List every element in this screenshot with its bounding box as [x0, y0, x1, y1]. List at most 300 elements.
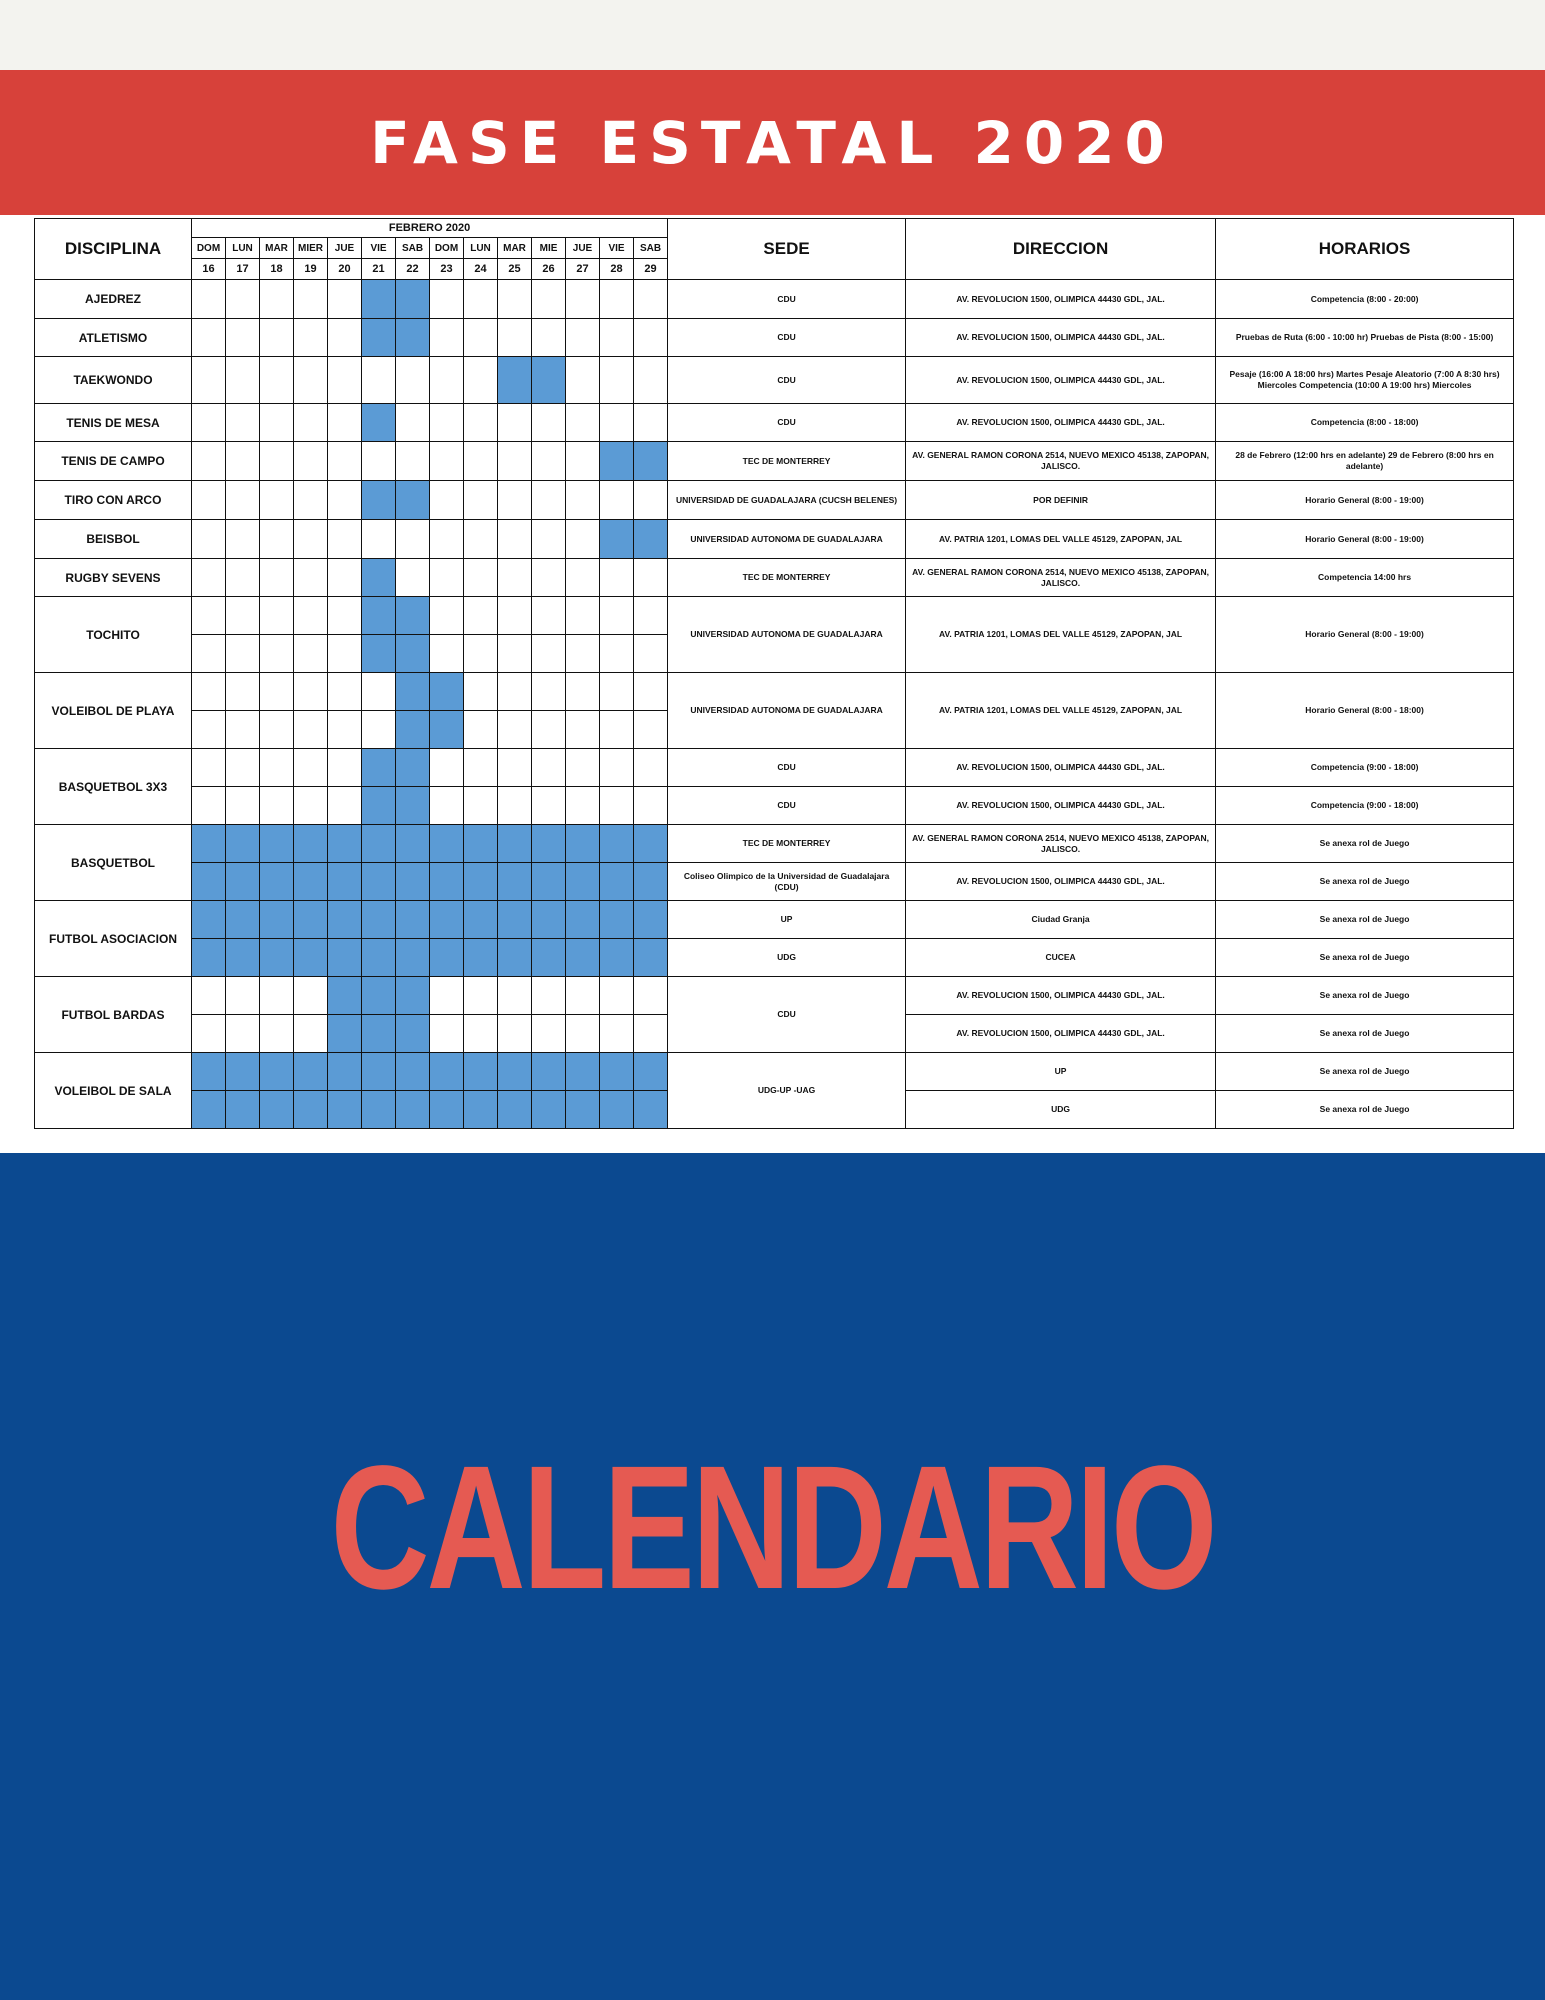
day-cell: [226, 635, 260, 673]
day-cell: [328, 787, 362, 825]
day-cell: [328, 977, 362, 1015]
day-number-header: 28: [600, 259, 634, 280]
day-cell: [294, 1015, 328, 1053]
day-cell: [498, 357, 532, 404]
day-cell: [294, 442, 328, 481]
day-cell: [396, 481, 430, 520]
day-cell: [532, 825, 566, 863]
column-header-horarios: HORARIOS: [1216, 219, 1514, 280]
day-cell: [600, 939, 634, 977]
venue-cell: UDG-UP -UAG: [668, 1053, 906, 1129]
day-cell: [226, 787, 260, 825]
day-cell: [328, 597, 362, 635]
address-cell: UP: [906, 1053, 1216, 1091]
address-cell: AV. GENERAL RAMON CORONA 2514, NUEVO MEXICO 45138, ZAPOPAN, JALISCO.: [906, 825, 1216, 863]
day-cell: [532, 319, 566, 357]
day-cell: [464, 977, 498, 1015]
day-cell: [294, 787, 328, 825]
weekday-header: DOM: [192, 238, 226, 259]
day-cell: [566, 901, 600, 939]
day-cell: [464, 481, 498, 520]
weekday-header: VIE: [600, 238, 634, 259]
day-cell: [532, 442, 566, 481]
day-cell: [498, 711, 532, 749]
day-cell: [294, 1091, 328, 1129]
day-cell: [464, 711, 498, 749]
day-cell: [226, 901, 260, 939]
day-cell: [532, 357, 566, 404]
day-cell: [294, 635, 328, 673]
day-cell: [294, 597, 328, 635]
day-cell: [634, 977, 668, 1015]
schedule-cell: Pruebas de Ruta (6:00 - 10:00 hr) Pruebas de Pista (8:00 - 15:00): [1216, 319, 1514, 357]
day-cell: [430, 977, 464, 1015]
day-cell: [600, 863, 634, 901]
day-cell: [532, 977, 566, 1015]
discipline-name: FUTBOL ASOCIACION: [35, 901, 192, 977]
day-cell: [260, 1015, 294, 1053]
weekday-header: MAR: [498, 238, 532, 259]
day-number-header: 27: [566, 259, 600, 280]
discipline-name: BEISBOL: [35, 520, 192, 559]
table-row: [35, 481, 1514, 520]
day-cell: [566, 863, 600, 901]
address-cell: AV. REVOLUCION 1500, OLIMPICA 44430 GDL, JAL.: [906, 863, 1216, 901]
day-cell: [362, 520, 396, 559]
day-cell: [600, 787, 634, 825]
day-cell: [396, 825, 430, 863]
schedule-sheet: [0, 215, 1545, 1153]
day-cell: [192, 939, 226, 977]
table-row: [35, 939, 1514, 977]
day-cell: [328, 357, 362, 404]
day-cell: [396, 559, 430, 597]
discipline-name: VOLEIBOL DE SALA: [35, 1053, 192, 1129]
header-banner: [0, 70, 1545, 215]
day-cell: [260, 520, 294, 559]
day-cell: [532, 1015, 566, 1053]
day-cell: [566, 442, 600, 481]
page-title: FASE ESTATAL 2020: [370, 108, 1175, 177]
day-cell: [430, 442, 464, 481]
day-cell: [226, 1015, 260, 1053]
day-cell: [192, 597, 226, 635]
day-cell: [464, 863, 498, 901]
day-cell: [634, 1091, 668, 1129]
day-cell: [498, 749, 532, 787]
day-cell: [430, 1091, 464, 1129]
day-cell: [260, 787, 294, 825]
day-cell: [464, 1015, 498, 1053]
weekday-header: MIER: [294, 238, 328, 259]
venue-cell: TEC DE MONTERREY: [668, 442, 906, 481]
day-cell: [430, 939, 464, 977]
day-cell: [600, 481, 634, 520]
day-cell: [600, 404, 634, 442]
day-cell: [396, 1091, 430, 1129]
day-cell: [498, 481, 532, 520]
address-cell: AV. PATRIA 1201, LOMAS DEL VALLE 45129, ZAPOPAN, JAL: [906, 597, 1216, 673]
address-cell: AV. GENERAL RAMON CORONA 2514, NUEVO MEXICO 45138, ZAPOPAN, JALISCO.: [906, 559, 1216, 597]
day-cell: [600, 825, 634, 863]
day-cell: [260, 481, 294, 520]
day-cell: [396, 319, 430, 357]
day-cell: [192, 977, 226, 1015]
day-cell: [328, 1015, 362, 1053]
day-cell: [532, 787, 566, 825]
weekday-header: MAR: [260, 238, 294, 259]
day-cell: [362, 481, 396, 520]
day-cell: [566, 749, 600, 787]
day-cell: [260, 357, 294, 404]
schedule-cell: Se anexa rol de Juego: [1216, 1053, 1514, 1091]
day-cell: [464, 1091, 498, 1129]
day-cell: [328, 442, 362, 481]
day-cell: [362, 787, 396, 825]
discipline-name: ATLETISMO: [35, 319, 192, 357]
day-cell: [430, 711, 464, 749]
day-cell: [362, 404, 396, 442]
day-cell: [430, 1053, 464, 1091]
day-cell: [600, 357, 634, 404]
day-cell: [328, 520, 362, 559]
day-cell: [362, 673, 396, 711]
day-cell: [566, 939, 600, 977]
schedule-cell: Se anexa rol de Juego: [1216, 825, 1514, 863]
day-cell: [328, 749, 362, 787]
day-cell: [396, 977, 430, 1015]
column-header-month: FEBRERO 2020: [192, 219, 668, 238]
day-cell: [328, 481, 362, 520]
day-cell: [498, 635, 532, 673]
day-cell: [192, 711, 226, 749]
venue-cell: UP: [668, 901, 906, 939]
schedule-cell: Se anexa rol de Juego: [1216, 1091, 1514, 1129]
day-cell: [294, 673, 328, 711]
day-cell: [396, 357, 430, 404]
schedule-cell: Horario General (8:00 - 19:00): [1216, 597, 1514, 673]
day-cell: [600, 319, 634, 357]
day-number-header: 22: [396, 259, 430, 280]
day-cell: [600, 977, 634, 1015]
day-cell: [260, 635, 294, 673]
venue-cell: UNIVERSIDAD AUTONOMA DE GUADALAJARA: [668, 520, 906, 559]
day-cell: [260, 863, 294, 901]
day-cell: [532, 481, 566, 520]
day-cell: [362, 319, 396, 357]
column-header-disciplina: DISCIPLINA: [35, 219, 192, 280]
venue-cell: CDU: [668, 280, 906, 319]
day-cell: [600, 749, 634, 787]
day-cell: [498, 1091, 532, 1129]
table-row: [35, 825, 1514, 863]
day-cell: [362, 1015, 396, 1053]
day-cell: [464, 280, 498, 319]
day-cell: [396, 749, 430, 787]
discipline-name: FUTBOL BARDAS: [35, 977, 192, 1053]
day-cell: [396, 901, 430, 939]
day-cell: [260, 749, 294, 787]
day-number-header: 29: [634, 259, 668, 280]
column-header-direccion: DIRECCION: [906, 219, 1216, 280]
day-cell: [634, 711, 668, 749]
day-cell: [396, 442, 430, 481]
day-cell: [634, 559, 668, 597]
day-cell: [464, 357, 498, 404]
day-cell: [532, 863, 566, 901]
day-cell: [294, 711, 328, 749]
day-cell: [464, 559, 498, 597]
weekday-header: MIE: [532, 238, 566, 259]
discipline-name: TENIS DE CAMPO: [35, 442, 192, 481]
day-cell: [260, 280, 294, 319]
day-cell: [498, 559, 532, 597]
schedule-cell: 28 de Febrero (12:00 hrs en adelante) 29 de Febrero (8:00 hrs en adelante): [1216, 442, 1514, 481]
day-cell: [498, 319, 532, 357]
schedule-cell: Se anexa rol de Juego: [1216, 863, 1514, 901]
schedule-cell: Se anexa rol de Juego: [1216, 1015, 1514, 1053]
day-cell: [566, 1015, 600, 1053]
day-cell: [294, 481, 328, 520]
address-cell: AV. REVOLUCION 1500, OLIMPICA 44430 GDL, JAL.: [906, 319, 1216, 357]
day-cell: [430, 863, 464, 901]
day-cell: [430, 597, 464, 635]
address-cell: POR DEFINIR: [906, 481, 1216, 520]
day-cell: [464, 939, 498, 977]
day-cell: [634, 442, 668, 481]
day-cell: [600, 1091, 634, 1129]
day-cell: [192, 863, 226, 901]
weekday-header: SAB: [396, 238, 430, 259]
day-cell: [226, 711, 260, 749]
day-cell: [566, 1091, 600, 1129]
day-cell: [634, 673, 668, 711]
day-cell: [226, 319, 260, 357]
schedule-cell: Horario General (8:00 - 18:00): [1216, 673, 1514, 749]
day-cell: [430, 520, 464, 559]
day-cell: [294, 749, 328, 787]
day-cell: [226, 673, 260, 711]
day-cell: [192, 280, 226, 319]
day-cell: [532, 520, 566, 559]
day-cell: [430, 481, 464, 520]
day-cell: [192, 357, 226, 404]
day-cell: [464, 901, 498, 939]
table-row: [35, 673, 1514, 711]
day-cell: [600, 442, 634, 481]
day-cell: [634, 901, 668, 939]
day-cell: [226, 1053, 260, 1091]
day-cell: [430, 787, 464, 825]
discipline-name: TOCHITO: [35, 597, 192, 673]
day-cell: [226, 520, 260, 559]
column-header-sede: SEDE: [668, 219, 906, 280]
day-cell: [260, 901, 294, 939]
day-cell: [396, 1015, 430, 1053]
day-cell: [362, 635, 396, 673]
day-cell: [328, 404, 362, 442]
address-cell: AV. REVOLUCION 1500, OLIMPICA 44430 GDL, JAL.: [906, 749, 1216, 787]
day-number-header: 23: [430, 259, 464, 280]
schedule-cell: Competencia 14:00 hrs: [1216, 559, 1514, 597]
day-cell: [294, 977, 328, 1015]
day-cell: [566, 711, 600, 749]
venue-cell: UNIVERSIDAD AUTONOMA DE GUADALAJARA: [668, 673, 906, 749]
day-cell: [634, 635, 668, 673]
weekday-header: LUN: [226, 238, 260, 259]
address-cell: UDG: [906, 1091, 1216, 1129]
day-cell: [192, 1015, 226, 1053]
table-row: [35, 520, 1514, 559]
day-cell: [396, 404, 430, 442]
day-cell: [362, 977, 396, 1015]
top-margin: [0, 0, 1545, 70]
day-cell: [294, 319, 328, 357]
day-cell: [260, 319, 294, 357]
day-cell: [634, 1053, 668, 1091]
day-cell: [192, 559, 226, 597]
day-cell: [566, 481, 600, 520]
day-cell: [396, 939, 430, 977]
day-cell: [396, 787, 430, 825]
day-cell: [532, 635, 566, 673]
day-cell: [532, 559, 566, 597]
venue-cell: UNIVERSIDAD DE GUADALAJARA (CUCSH BELENES): [668, 481, 906, 520]
day-cell: [566, 319, 600, 357]
day-cell: [566, 825, 600, 863]
table-row: [35, 319, 1514, 357]
day-cell: [328, 901, 362, 939]
day-cell: [328, 319, 362, 357]
address-cell: CUCEA: [906, 939, 1216, 977]
day-cell: [294, 1053, 328, 1091]
venue-cell: CDU: [668, 357, 906, 404]
day-cell: [294, 357, 328, 404]
venue-cell: CDU: [668, 319, 906, 357]
day-number-header: 26: [532, 259, 566, 280]
schedule-cell: Competencia (9:00 - 18:00): [1216, 787, 1514, 825]
day-cell: [192, 673, 226, 711]
day-cell: [532, 1091, 566, 1129]
address-cell: AV. PATRIA 1201, LOMAS DEL VALLE 45129, ZAPOPAN, JAL: [906, 673, 1216, 749]
day-cell: [600, 711, 634, 749]
day-cell: [498, 1015, 532, 1053]
day-number-header: 16: [192, 259, 226, 280]
day-cell: [192, 787, 226, 825]
day-cell: [260, 442, 294, 481]
day-cell: [396, 673, 430, 711]
discipline-name: TAEKWONDO: [35, 357, 192, 404]
day-cell: [634, 825, 668, 863]
day-cell: [362, 597, 396, 635]
day-cell: [430, 635, 464, 673]
day-cell: [464, 825, 498, 863]
day-cell: [294, 520, 328, 559]
schedule-cell: Se anexa rol de Juego: [1216, 939, 1514, 977]
address-cell: AV. REVOLUCION 1500, OLIMPICA 44430 GDL, JAL.: [906, 1015, 1216, 1053]
day-cell: [498, 787, 532, 825]
day-cell: [192, 901, 226, 939]
day-cell: [260, 711, 294, 749]
discipline-name: BASQUETBOL: [35, 825, 192, 901]
day-cell: [226, 1091, 260, 1129]
table-row: [35, 404, 1514, 442]
day-cell: [498, 939, 532, 977]
day-cell: [464, 673, 498, 711]
day-cell: [396, 1053, 430, 1091]
day-cell: [532, 673, 566, 711]
day-cell: [362, 749, 396, 787]
day-cell: [430, 319, 464, 357]
table-row: [35, 280, 1514, 319]
day-cell: [430, 357, 464, 404]
schedule-cell: Se anexa rol de Juego: [1216, 901, 1514, 939]
calendar-title: CALENDARIO: [330, 1430, 1215, 1626]
day-cell: [260, 939, 294, 977]
day-cell: [192, 825, 226, 863]
weekday-header: LUN: [464, 238, 498, 259]
venue-cell: CDU: [668, 749, 906, 787]
day-cell: [362, 901, 396, 939]
day-cell: [498, 442, 532, 481]
day-cell: [566, 635, 600, 673]
venue-cell: CDU: [668, 787, 906, 825]
day-cell: [498, 1053, 532, 1091]
day-cell: [464, 319, 498, 357]
discipline-name: AJEDREZ: [35, 280, 192, 319]
day-cell: [566, 977, 600, 1015]
day-cell: [396, 635, 430, 673]
day-cell: [192, 1053, 226, 1091]
day-cell: [430, 280, 464, 319]
day-cell: [260, 597, 294, 635]
day-cell: [294, 939, 328, 977]
day-cell: [634, 863, 668, 901]
address-cell: AV. PATRIA 1201, LOMAS DEL VALLE 45129, ZAPOPAN, JAL: [906, 520, 1216, 559]
day-cell: [464, 520, 498, 559]
day-cell: [260, 825, 294, 863]
day-cell: [226, 442, 260, 481]
day-cell: [396, 863, 430, 901]
day-cell: [260, 1053, 294, 1091]
day-cell: [464, 787, 498, 825]
day-cell: [600, 901, 634, 939]
day-cell: [226, 280, 260, 319]
day-cell: [532, 404, 566, 442]
day-cell: [226, 559, 260, 597]
day-cell: [192, 481, 226, 520]
day-cell: [396, 520, 430, 559]
day-cell: [192, 442, 226, 481]
table-row: [35, 977, 1514, 1015]
day-cell: [226, 597, 260, 635]
day-cell: [634, 357, 668, 404]
day-cell: [634, 280, 668, 319]
day-cell: [362, 1053, 396, 1091]
venue-cell: Coliseo Olimpico de la Universidad de Guadalajara (CDU): [668, 863, 906, 901]
table-row: [35, 357, 1514, 404]
day-cell: [396, 280, 430, 319]
table-row: [35, 1053, 1514, 1091]
day-number-header: 18: [260, 259, 294, 280]
weekday-header: VIE: [362, 238, 396, 259]
day-cell: [328, 1053, 362, 1091]
day-cell: [328, 1091, 362, 1129]
day-cell: [498, 673, 532, 711]
day-cell: [328, 863, 362, 901]
day-cell: [294, 825, 328, 863]
day-cell: [600, 635, 634, 673]
